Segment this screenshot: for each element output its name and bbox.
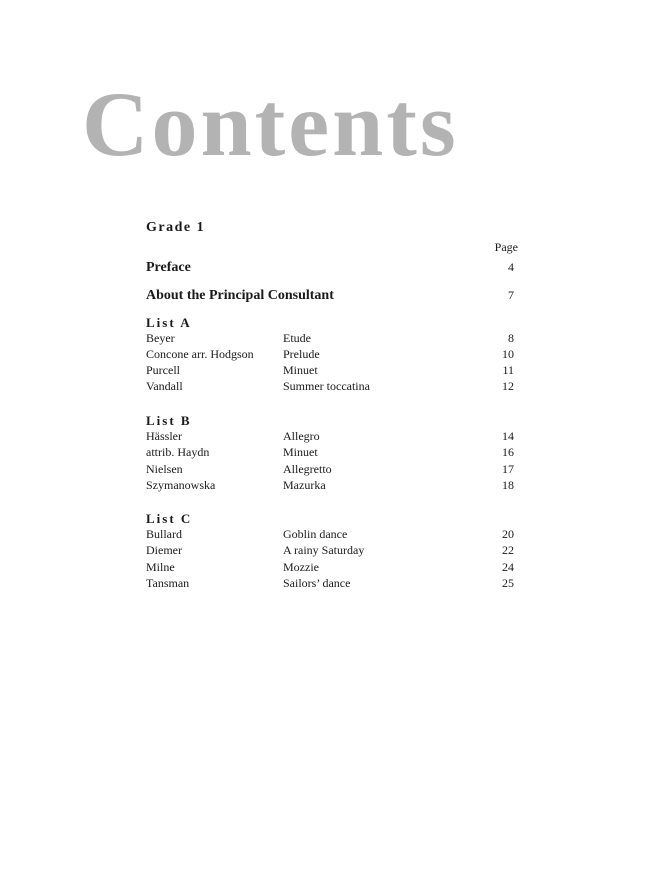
grade-heading: Grade 1 xyxy=(146,220,206,235)
entry-title: About the Principal Consultant xyxy=(146,288,334,303)
page-number: 16 xyxy=(502,445,514,459)
piece-title: Minuet xyxy=(283,363,318,377)
piece-title: Allegretto xyxy=(283,462,332,476)
composer-name: Bullard xyxy=(146,527,182,541)
piece-title: Sailors’ dance xyxy=(283,576,351,590)
piece-title: Allegro xyxy=(283,429,320,443)
list-b-heading: List B xyxy=(146,413,192,428)
toc-row[interactable] xyxy=(146,428,518,445)
entry-page-number: 7 xyxy=(508,288,514,302)
piece-title: Minuet xyxy=(283,445,318,459)
piece-title: Summer toccatina xyxy=(283,379,370,393)
toc-row[interactable] xyxy=(146,461,518,478)
page-title: Contents xyxy=(82,73,459,175)
composer-name: Purcell xyxy=(146,363,180,377)
page-number: 10 xyxy=(502,347,514,361)
composer-name: Beyer xyxy=(146,331,175,345)
list-a-heading: List A xyxy=(146,315,192,330)
toc-row[interactable] xyxy=(146,330,518,347)
list-c-heading: List C xyxy=(146,511,193,526)
page-number: 17 xyxy=(502,462,514,476)
toc-entry-about-consultant[interactable] xyxy=(146,288,518,304)
toc-row[interactable] xyxy=(146,346,518,363)
page-number: 14 xyxy=(502,429,514,443)
page-number: 18 xyxy=(502,478,514,492)
composer-name: Hässler xyxy=(146,429,182,443)
entry-title: Preface xyxy=(146,260,191,275)
toc-row[interactable] xyxy=(146,362,518,379)
piece-title: Etude xyxy=(283,331,311,345)
page-number: 25 xyxy=(502,576,514,590)
entry-page-number: 4 xyxy=(508,260,514,274)
composer-name: Milne xyxy=(146,560,175,574)
piece-title: Mozzie xyxy=(283,560,319,574)
toc-row[interactable] xyxy=(146,526,518,543)
page-number: 11 xyxy=(502,363,514,377)
piece-title: Mazurka xyxy=(283,478,326,492)
composer-name: Diemer xyxy=(146,543,182,557)
composer-name: Tansman xyxy=(146,576,190,590)
toc-entry-preface[interactable] xyxy=(146,260,518,276)
piece-title: Goblin dance xyxy=(283,527,348,541)
piece-title: Prelude xyxy=(283,347,320,361)
toc-row[interactable] xyxy=(146,542,518,559)
toc-row[interactable] xyxy=(146,444,518,461)
toc-row[interactable] xyxy=(146,575,518,592)
toc-row[interactable] xyxy=(146,378,518,395)
page-number: 22 xyxy=(502,543,514,557)
page-number: 8 xyxy=(508,331,514,345)
page-number: 12 xyxy=(502,379,514,393)
composer-name: Szymanowska xyxy=(146,478,216,492)
composer-name: Concone arr. Hodgson xyxy=(146,347,254,361)
page-number: 20 xyxy=(502,527,514,541)
page-number: 24 xyxy=(502,560,514,574)
composer-name: Nielsen xyxy=(146,462,183,476)
piece-title: A rainy Saturday xyxy=(283,543,365,557)
composer-name: attrib. Haydn xyxy=(146,445,210,459)
toc-row[interactable] xyxy=(146,477,518,494)
page-column-header: Page xyxy=(494,240,518,254)
composer-name: Vandall xyxy=(146,379,183,393)
toc-row[interactable] xyxy=(146,559,518,576)
